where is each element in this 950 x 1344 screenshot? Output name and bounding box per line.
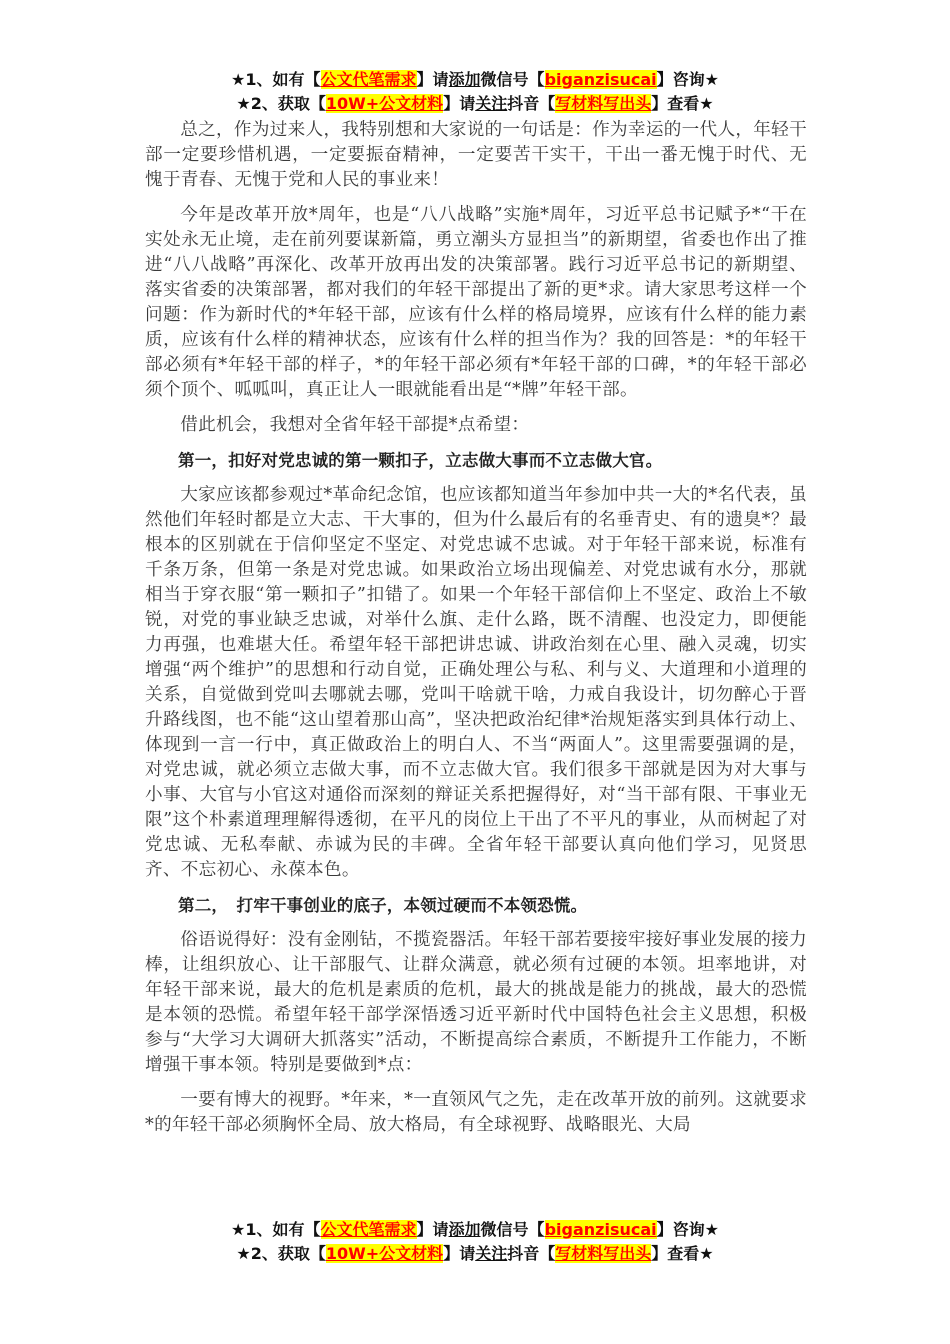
highlight-wechat-id: biganzisucai (544, 70, 657, 89)
banner-line-2 (140, 1242, 810, 1266)
section-heading: 第二， 打牢干事创业的底子，本领过硬而不本领恐慌。 (178, 896, 588, 915)
underlined-text: 添加 (448, 70, 481, 89)
banner-text: ★1、如有【 (231, 1220, 321, 1239)
banner-text: 】咨询★ (656, 70, 719, 89)
paragraph: 一要有博大的视野。*年来，*一直领风气之先，走在改革开放的前列。这就要求*的年轻干部必须胸怀全局、放大格局，有全球视野、战略眼光、大局 (145, 1090, 807, 1135)
bottom-banner (140, 1218, 810, 1266)
banner-text: 】查看★ (651, 1244, 714, 1263)
highlight-douyin-id: 写材料写出头 (555, 94, 652, 113)
section-heading: 第一，扣好对党忠诚的第一颗扣子，立志做大事而不立志做大官。 (178, 451, 663, 470)
paragraph: 大家应该都参观过*革命纪念馆，也应该都知道当年参加中共一大的*名代表，虽然他们年轻时都是立大志、干大事的，但为什么最后有的名垂青史、有的遗臭*？最根本的区别就在于信仰坚定不坚定、对党忠诚不忠诚。对于年轻干部来说，标准有千条万条，但第一条是对党忠诚。如果政治立场出现偏差、对党忠诚有水分，那就相当于穿衣服“第一颗扣子”扣错了。如果一个年轻干部信仰上不坚定、政治上不敏锐，对党的事业缺乏忠诚，对举什么旗、走什么路，既不清醒、也没定力，即便能力再强，也难堪大任。希望年轻干部把讲忠诚、讲政治刻在心里、融入灵魂，切实增强“两个维护”的思想和行动自觉，正确处理公与私、利与义、大道理和小道理的关系，自觉做到党叫去哪就去哪，党叫干啥就干啥，力戒自我设计，切勿醉心于晋升路线图，也不能“这山望着那山高”，坚决把政治纪律*治规矩落实到具体行动上、体现到一言一行中，真正做政治上的明白人、不当“两面人”。这里需要强调的是，对党忠诚，就必须立志做大事，而不立志做大官。我们很多干部就是因为对大事与小事、大官与小官这对通俗而深刻的辩证关系把握得好，对“当干部有限、干事业无限”这个朴素道理理解得透彻，在平凡的岗位上干出了不平凡的事业，从而树起了对党忠诚、无私奉献、赤诚为民的丰碑。全省年轻干部要认真向他们学习，见贤思齐、不忘初心、永葆本色。 (145, 485, 807, 880)
banner-line-1 (140, 68, 810, 92)
highlight-service: 公文代笔需求 (320, 1220, 417, 1239)
banner-text: ★2、获取【 (236, 94, 326, 113)
underlined-text: 关注 (475, 94, 508, 113)
paragraph: 总之，作为过来人，我特别想和大家说的一句话是：作为幸运的一代人，年轻干部一定要珍惜机遇，一定要振奋精神，一定要苦干实干，干出一番无愧于时代、无愧于青春、无愧于党和人民的事业来！ (145, 120, 807, 190)
banner-text: 抖音【 (507, 94, 556, 113)
banner-text: 】请 (443, 94, 476, 113)
banner-text: 】请 (416, 70, 449, 89)
banner-line-1 (140, 1218, 810, 1242)
underlined-text: 添加 (448, 1220, 481, 1239)
banner-text: ★2、获取【 (236, 1244, 326, 1263)
banner-text: 】请 (443, 1244, 476, 1263)
banner-text: 微信号【 (480, 70, 545, 89)
highlight-douyin-id: 写材料写出头 (555, 1244, 652, 1263)
banner-line-2 (140, 92, 810, 116)
banner-text: 】查看★ (651, 94, 714, 113)
paragraph: 借此机会，我想对全省年轻干部提*点希望： (180, 415, 530, 435)
banner-text: 】咨询★ (656, 1220, 719, 1239)
banner-text: 】请 (416, 1220, 449, 1239)
banner-text: 微信号【 (480, 1220, 545, 1239)
highlight-materials: 10W+公文材料 (325, 1244, 444, 1263)
highlight-service: 公文代笔需求 (320, 70, 417, 89)
banner-text: ★1、如有【 (231, 70, 321, 89)
highlight-materials: 10W+公文材料 (325, 94, 444, 113)
banner-text: 抖音【 (507, 1244, 556, 1263)
paragraph: 俗语说得好：没有金刚钻，不揽瓷器活。年轻干部若要接牢接好事业发展的接力棒，让组织放心、让干部服气、让群众满意，就必须有过硬的本领。坦率地讲，对年轻干部来说，最大的危机是素质的危机，最大的挑战是能力的挑战，最大的恐慌是本领的恐慌。希望年轻干部学深悟透习近平新时代中国特色社会主义思想，积极参与“大学习大调研大抓落实”活动，不断提高综合素质，不断提升工作能力，不断增强干事本领。特别是要做到*点： (145, 930, 807, 1075)
highlight-wechat-id: biganzisucai (544, 1220, 657, 1239)
top-banner (140, 68, 810, 116)
document-body (145, 118, 807, 1148)
underlined-text: 关注 (475, 1244, 508, 1263)
paragraph: 今年是改革开放*周年，也是“八八战略”实施*周年，习近平总书记赋予*“干在实处永无止境，走在前列要谋新篇，勇立潮头方显担当”的新期望，省委也作出了推进“八八战略”再深化、改革开放再出发的决策部署。践行习近平总书记的新期望、落实省委的决策部署，都对我们的年轻干部提出了新的更*求。请大家思考这样一个问题：作为新时代的*年轻干部，应该有什么样的格局境界，应该有什么样的能力素质，应该有什么样的精神状态，应该有什么样的担当作为？我的回答是：*的年轻干部必须有*年轻干部的样子，*的年轻干部必须有*年轻干部的口碑，*的年轻干部必须个顶个、呱呱叫，真正让人一眼就能看出是“*牌”年轻干部。 (145, 205, 807, 400)
